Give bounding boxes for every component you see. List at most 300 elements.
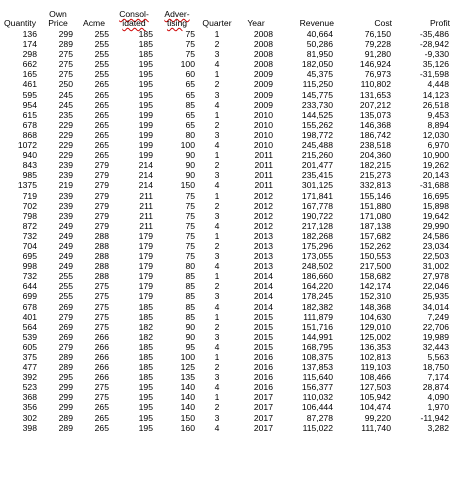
header-consolidated[interactable]: Consol-idated [119,9,149,28]
cell-acme[interactable]: 265 [94,109,109,120]
cell-acme[interactable]: 275 [94,291,109,302]
cell-quantity[interactable]: 702 [22,200,37,211]
cell-consolidated[interactable]: 211 [139,200,153,211]
cell-quantity[interactable]: 998 [22,261,37,272]
cell-cost[interactable]: 131,653 [359,89,391,100]
cell-own-price[interactable]: 250 [58,79,73,90]
cell-profit[interactable]: -31,688 [419,180,449,191]
cell-consolidated[interactable]: 185 [138,49,153,60]
header-acme[interactable]: Acme [83,18,105,28]
cell-acme[interactable]: 265 [94,89,109,100]
cell-quarter[interactable]: 1 [214,109,220,120]
cell-acme[interactable]: 288 [94,271,109,282]
cell-cost[interactable]: 187,138 [359,220,391,231]
cell-acme[interactable]: 279 [94,190,109,201]
cell-quarter[interactable]: 3 [214,291,220,302]
cell-advertising[interactable]: 75 [185,190,195,201]
cell-acme[interactable]: 265 [94,422,109,433]
cell-revenue[interactable]: 182,268 [301,230,333,241]
cell-quantity[interactable]: 595 [22,89,37,100]
cell-acme[interactable]: 265 [94,79,109,90]
cell-year[interactable]: 2011 [254,160,273,171]
cell-own-price[interactable]: 289 [58,39,73,50]
cell-acme[interactable]: 275 [94,382,109,393]
cell-consolidated[interactable]: 199 [138,129,153,140]
cell-consolidated[interactable]: 185 [138,352,153,362]
cell-profit[interactable]: 28,874 [422,382,449,393]
cell-year[interactable]: 2008 [253,59,273,70]
cell-own-price[interactable]: 229 [58,150,73,161]
cell-quarter[interactable]: 2 [214,160,220,171]
cell-own-price[interactable]: 275 [58,59,73,70]
cell-revenue[interactable]: 173,055 [301,251,333,262]
cell-own-price[interactable]: 269 [58,321,73,332]
cell-acme[interactable]: 255 [94,59,109,70]
cell-acme[interactable]: 255 [94,29,109,39]
cell-profit[interactable]: -9,330 [424,49,449,60]
cell-consolidated[interactable]: 185 [138,301,153,312]
cell-acme[interactable]: 265 [94,99,109,110]
cell-cost[interactable]: 76,150 [364,29,391,39]
cell-profit[interactable]: 34,014 [422,301,449,312]
cell-quantity[interactable]: 985 [22,170,37,181]
cell-advertising[interactable]: 85 [185,311,195,322]
cell-year[interactable]: 2015 [253,311,273,322]
cell-cost[interactable]: 110,802 [360,79,391,90]
cell-own-price[interactable]: 249 [58,220,73,231]
cell-year[interactable]: 2013 [253,251,273,262]
cell-revenue[interactable]: 171,841 [301,190,333,201]
cell-cost[interactable]: 217,500 [359,261,391,272]
cell-consolidated[interactable]: 195 [138,89,153,100]
cell-consolidated[interactable]: 199 [138,140,153,151]
cell-revenue[interactable]: 186,660 [301,271,333,282]
cell-revenue[interactable]: 245,488 [301,140,333,151]
cell-profit[interactable]: 18,750 [422,362,449,373]
cell-consolidated[interactable]: 199 [138,150,153,161]
cell-year[interactable]: 2010 [253,119,273,130]
cell-cost[interactable]: 135,073 [359,109,391,120]
cell-quarter[interactable]: 4 [214,99,220,110]
cell-revenue[interactable]: 144,991 [301,331,333,342]
cell-quantity[interactable]: 615 [22,109,37,120]
cell-year[interactable]: 2009 [253,79,273,90]
cell-acme[interactable]: 279 [94,220,109,231]
cell-profit[interactable]: 4,448 [427,79,449,90]
cell-year[interactable]: 2013 [253,230,273,241]
cell-cost[interactable]: 151,880 [359,200,391,211]
cell-own-price[interactable]: 245 [58,89,73,100]
cell-own-price[interactable]: 299 [58,392,73,403]
cell-year[interactable]: 2011 [254,180,273,191]
cell-revenue[interactable]: 144,525 [301,109,333,120]
cell-advertising[interactable]: 90 [185,331,195,342]
cell-quarter[interactable]: 2 [214,281,220,292]
cell-advertising[interactable]: 75 [185,39,195,50]
cell-year[interactable]: 2016 [253,352,273,362]
cell-cost[interactable]: 150,553 [359,251,391,262]
cell-consolidated[interactable]: 199 [138,119,153,130]
cell-own-price[interactable]: 275 [58,49,73,60]
cell-profit[interactable]: 8,894 [427,119,449,130]
cell-quarter[interactable]: 3 [214,170,220,181]
cell-revenue[interactable]: 151,716 [301,321,333,332]
cell-profit[interactable]: 7,174 [427,372,449,383]
cell-year[interactable]: 2017 [253,392,273,403]
cell-acme[interactable]: 279 [94,210,109,221]
cell-profit[interactable]: 9,453 [427,109,449,120]
cell-own-price[interactable]: 299 [58,382,73,393]
cell-quarter[interactable]: 2 [214,119,220,130]
cell-revenue[interactable]: 248,502 [301,261,333,272]
cell-cost[interactable]: 142,174 [359,281,391,292]
cell-own-price[interactable]: 229 [58,129,73,140]
cell-cost[interactable]: 111,740 [361,422,391,433]
cell-quarter[interactable]: 1 [214,29,220,39]
cell-quarter[interactable]: 2 [214,39,220,50]
cell-revenue[interactable]: 110,032 [302,392,333,403]
cell-advertising[interactable]: 65 [185,79,195,90]
cell-profit[interactable]: -35,486 [419,29,449,39]
cell-own-price[interactable]: 289 [58,362,73,373]
cell-profit[interactable]: 27,978 [422,271,449,282]
cell-own-price[interactable]: 249 [58,251,73,262]
cell-quantity[interactable]: 136 [22,29,37,39]
cell-consolidated[interactable]: 211 [139,210,153,221]
cell-consolidated[interactable]: 182 [138,331,153,342]
cell-quantity[interactable]: 298 [22,49,37,60]
cell-advertising[interactable]: 85 [185,301,195,312]
cell-year[interactable]: 2014 [253,271,273,282]
cell-cost[interactable]: 332,813 [359,180,391,191]
cell-year[interactable]: 2010 [253,109,273,120]
cell-quantity[interactable]: 699 [22,291,37,302]
cell-own-price[interactable]: 219 [58,180,73,191]
cell-revenue[interactable]: 182,382 [301,301,333,312]
cell-advertising[interactable]: 100 [180,59,195,70]
cell-own-price[interactable]: 235 [58,109,73,120]
cell-profit[interactable]: 35,126 [422,59,449,70]
cell-profit[interactable]: 7,249 [427,311,449,322]
cell-quarter[interactable]: 2 [214,402,220,413]
cell-revenue[interactable]: 182,050 [301,59,333,70]
cell-cost[interactable]: 157,682 [359,230,391,241]
cell-consolidated[interactable]: 211 [139,220,153,231]
cell-year[interactable]: 2012 [253,220,273,231]
cell-consolidated[interactable]: 179 [138,271,153,282]
cell-advertising[interactable]: 160 [180,422,195,433]
cell-cost[interactable]: 146,368 [359,119,391,130]
cell-quantity[interactable]: 392 [22,372,37,383]
cell-quarter[interactable]: 4 [214,382,220,393]
cell-profit[interactable]: 19,262 [422,160,449,171]
cell-revenue[interactable]: 164,220 [301,281,333,292]
cell-year[interactable]: 2017 [253,402,273,413]
cell-acme[interactable]: 279 [94,180,109,191]
cell-acme[interactable]: 279 [94,160,109,171]
cell-quantity[interactable]: 356 [22,402,37,413]
cell-year[interactable]: 2008 [253,39,273,50]
cell-advertising[interactable]: 75 [185,49,195,60]
cell-consolidated[interactable]: 185 [138,39,153,50]
cell-consolidated[interactable]: 185 [138,341,153,352]
cell-quarter[interactable]: 4 [214,422,220,433]
cell-year[interactable]: 2017 [253,412,273,423]
cell-revenue[interactable]: 190,722 [301,210,333,221]
cell-year[interactable]: 2010 [253,129,273,140]
cell-profit[interactable]: 4,090 [427,392,449,403]
cell-acme[interactable]: 266 [94,362,109,373]
cell-revenue[interactable]: 45,375 [306,69,333,80]
cell-consolidated[interactable]: 179 [138,281,153,292]
cell-own-price[interactable]: 229 [58,140,73,151]
cell-consolidated[interactable]: 195 [138,402,153,413]
cell-acme[interactable]: 279 [94,170,109,181]
cell-quantity[interactable]: 539 [22,331,37,342]
cell-quarter[interactable]: 1 [214,190,220,201]
cell-advertising[interactable]: 140 [180,382,195,393]
cell-quarter[interactable]: 3 [214,129,220,140]
cell-consolidated[interactable]: 211 [139,190,153,201]
cell-quantity[interactable]: 1072 [17,140,37,151]
cell-cost[interactable]: 119,103 [360,362,391,373]
cell-cost[interactable]: 91,280 [364,49,391,60]
cell-year[interactable]: 2008 [253,29,273,39]
cell-quarter[interactable]: 1 [214,311,220,322]
cell-consolidated[interactable]: 179 [138,230,153,241]
cell-revenue[interactable]: 178,245 [301,291,333,302]
cell-quantity[interactable]: 523 [22,382,37,393]
cell-consolidated[interactable]: 179 [138,240,153,251]
cell-year[interactable]: 2015 [253,321,273,332]
cell-advertising[interactable]: 75 [185,29,195,39]
cell-advertising[interactable]: 85 [185,99,195,110]
cell-acme[interactable]: 265 [94,150,109,161]
cell-advertising[interactable]: 90 [185,150,195,161]
cell-cost[interactable]: 207,212 [359,99,391,110]
cell-acme[interactable]: 266 [94,331,109,342]
cell-quantity[interactable]: 798 [22,210,37,221]
cell-quantity[interactable]: 461 [22,79,37,90]
cell-cost[interactable]: 155,146 [359,190,391,201]
cell-profit[interactable]: 31,002 [422,261,449,272]
cell-quantity[interactable]: 368 [22,392,37,403]
cell-own-price[interactable]: 269 [58,301,73,312]
cell-cost[interactable]: 79,228 [364,39,391,50]
cell-quantity[interactable]: 401 [22,311,37,322]
cell-year[interactable]: 2016 [253,362,273,373]
cell-own-price[interactable]: 295 [58,372,73,383]
cell-advertising[interactable]: 65 [185,109,195,120]
cell-quarter[interactable]: 2 [214,321,220,332]
cell-profit[interactable]: 10,900 [422,150,449,161]
cell-year[interactable]: 2015 [253,331,273,342]
cell-quarter[interactable]: 4 [214,301,220,312]
cell-profit[interactable]: 22,706 [422,321,449,332]
cell-revenue[interactable]: 115,250 [302,79,333,90]
cell-revenue[interactable]: 168,795 [301,341,333,352]
cell-cost[interactable]: 182,215 [359,160,391,171]
cell-profit[interactable]: 32,443 [422,341,449,352]
cell-cost[interactable]: 238,518 [359,140,391,151]
cell-year[interactable]: 2009 [253,99,273,110]
cell-advertising[interactable]: 135 [180,372,195,383]
cell-year[interactable]: 2017 [253,422,273,433]
cell-profit[interactable]: -31,598 [419,69,449,80]
cell-consolidated[interactable]: 185 [138,311,153,322]
cell-quantity[interactable]: 704 [22,240,37,251]
cell-quantity[interactable]: 940 [22,150,37,161]
cell-quantity[interactable]: 872 [22,220,37,231]
cell-revenue[interactable]: 108,375 [301,352,333,362]
cell-revenue[interactable]: 235,415 [301,170,333,181]
cell-acme[interactable]: 255 [94,49,109,60]
cell-advertising[interactable]: 90 [185,321,195,332]
cell-cost[interactable]: 215,273 [359,170,391,181]
header-quarter[interactable]: Quarter [202,18,232,28]
cell-cost[interactable]: 127,503 [359,382,391,393]
cell-quantity[interactable]: 174 [22,39,37,50]
cell-acme[interactable]: 275 [94,281,109,292]
cell-acme[interactable]: 265 [94,140,109,151]
cell-year[interactable]: 2011 [254,150,273,161]
cell-consolidated[interactable]: 179 [138,251,153,262]
cell-cost[interactable]: 105,942 [359,392,391,403]
cell-profit[interactable]: 14,123 [422,89,449,100]
cell-profit[interactable]: 19,642 [422,210,449,221]
cell-quantity[interactable]: 1375 [17,180,37,191]
cell-own-price[interactable]: 255 [58,291,73,302]
cell-quantity[interactable]: 605 [22,341,37,352]
cell-year[interactable]: 2012 [253,210,273,221]
cell-acme[interactable]: 265 [94,129,109,140]
cell-revenue[interactable]: 40,664 [306,29,333,39]
cell-advertising[interactable]: 150 [180,412,195,423]
cell-year[interactable]: 2013 [253,261,273,272]
cell-year[interactable]: 2012 [253,190,273,201]
cell-revenue[interactable]: 137,853 [301,362,333,373]
cell-consolidated[interactable]: 195 [138,422,153,433]
cell-cost[interactable]: 152,310 [359,291,391,302]
header-profit[interactable]: Profit [429,18,450,28]
cell-acme[interactable]: 275 [94,301,109,312]
cell-profit[interactable]: 29,990 [422,220,449,231]
cell-year[interactable]: 2012 [253,200,273,211]
cell-quarter[interactable]: 4 [214,140,220,151]
cell-profit[interactable]: 16,695 [422,190,449,201]
cell-quantity[interactable]: 732 [22,271,37,282]
cell-cost[interactable]: 158,682 [359,271,391,282]
cell-advertising[interactable]: 80 [185,129,195,140]
cell-advertising[interactable]: 85 [185,271,195,282]
cell-cost[interactable]: 136,353 [359,341,391,352]
cell-quantity[interactable]: 375 [22,352,37,362]
cell-acme[interactable]: 266 [94,372,109,383]
cell-profit[interactable]: 25,935 [422,291,449,302]
cell-advertising[interactable]: 75 [185,240,195,251]
cell-consolidated[interactable]: 182 [138,321,153,332]
cell-advertising[interactable]: 85 [185,291,195,302]
cell-acme[interactable]: 255 [94,69,109,80]
cell-profit[interactable]: 22,046 [422,281,449,292]
cell-year[interactable]: 2008 [253,49,273,60]
cell-own-price[interactable]: 239 [58,160,73,171]
cell-acme[interactable]: 265 [94,119,109,130]
cell-own-price[interactable]: 245 [58,99,73,110]
cell-revenue[interactable]: 87,278 [306,412,333,423]
cell-consolidated[interactable]: 179 [138,291,153,302]
cell-advertising[interactable]: 125 [180,362,195,373]
cell-advertising[interactable]: 90 [185,160,195,171]
cell-own-price[interactable]: 289 [58,352,73,362]
cell-acme[interactable]: 275 [94,392,109,403]
cell-revenue[interactable]: 156,377 [301,382,333,393]
cell-own-price[interactable]: 299 [58,402,73,413]
cell-quarter[interactable]: 3 [214,372,220,383]
cell-advertising[interactable]: 75 [185,210,195,221]
cell-advertising[interactable]: 95 [185,341,195,352]
cell-year[interactable]: 2011 [254,170,273,181]
cell-profit[interactable]: 26,518 [422,99,449,110]
cell-cost[interactable]: 108,466 [359,372,391,383]
cell-own-price[interactable]: 239 [58,210,73,221]
cell-own-price[interactable]: 239 [58,190,73,201]
cell-year[interactable]: 2015 [253,341,273,352]
cell-consolidated[interactable]: 185 [138,29,153,39]
cell-quantity[interactable]: 678 [22,119,37,130]
cell-quarter[interactable]: 4 [214,261,220,272]
cell-profit[interactable]: 6,970 [427,140,449,151]
cell-cost[interactable]: 129,010 [359,321,391,332]
cell-own-price[interactable]: 249 [58,240,73,251]
cell-acme[interactable]: 265 [94,402,109,413]
cell-cost[interactable]: 99,220 [364,412,391,423]
cell-quantity[interactable]: 678 [22,301,37,312]
cell-quantity[interactable]: 302 [22,412,37,423]
cell-quarter[interactable]: 1 [214,352,220,362]
cell-quarter[interactable]: 1 [214,271,220,282]
cell-acme[interactable]: 275 [94,321,109,332]
cell-own-price[interactable]: 275 [58,69,73,80]
cell-cost[interactable]: 104,630 [359,311,391,322]
cell-consolidated[interactable]: 195 [138,382,153,393]
cell-quarter[interactable]: 3 [214,89,220,100]
cell-quarter[interactable]: 3 [214,49,220,60]
cell-own-price[interactable]: 239 [58,200,73,211]
cell-quarter[interactable]: 1 [214,230,220,241]
cell-quarter[interactable]: 4 [214,59,220,70]
cell-revenue[interactable]: 115,640 [302,372,333,383]
cell-acme[interactable]: 266 [94,352,109,362]
cell-advertising[interactable]: 65 [185,119,195,130]
cell-advertising[interactable]: 140 [180,402,195,413]
cell-consolidated[interactable]: 195 [138,392,153,403]
header-own-price[interactable]: Own Price [48,9,68,28]
cell-year[interactable]: 2013 [253,240,273,251]
cell-own-price[interactable]: 269 [58,331,73,342]
cell-cost[interactable]: 204,360 [359,150,391,161]
cell-profit[interactable]: -11,942 [420,412,449,423]
cell-quarter[interactable]: 3 [214,412,220,423]
header-quantity[interactable]: Quantity [3,18,36,28]
cell-revenue[interactable]: 201,477 [301,160,333,171]
cell-revenue[interactable]: 167,778 [301,200,333,211]
cell-advertising[interactable]: 75 [185,200,195,211]
cell-profit[interactable]: 22,503 [422,251,449,262]
cell-quarter[interactable]: 3 [214,251,220,262]
cell-acme[interactable]: 265 [94,412,109,423]
cell-cost[interactable]: 76,973 [364,69,391,80]
